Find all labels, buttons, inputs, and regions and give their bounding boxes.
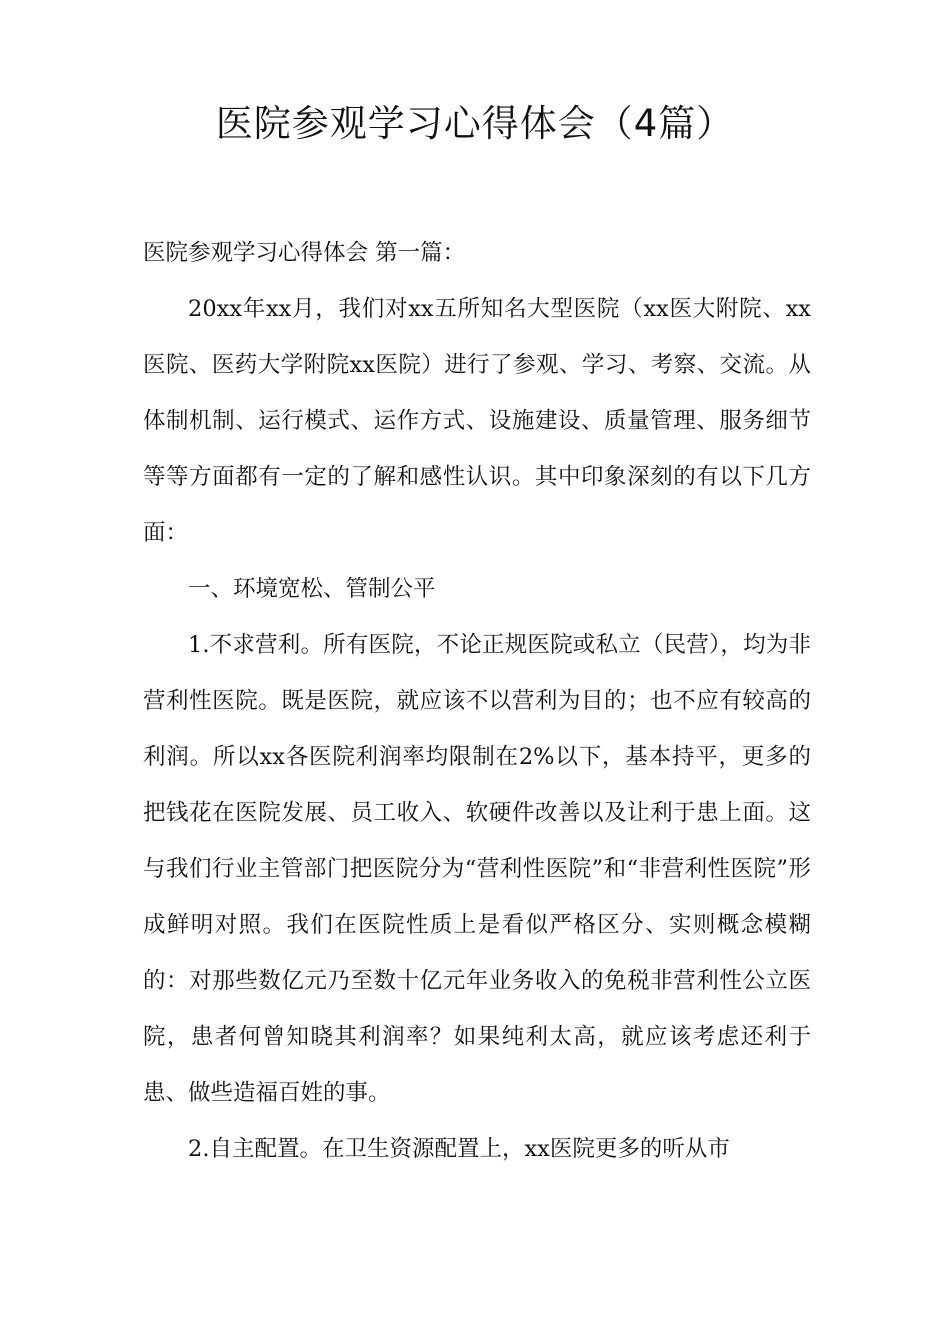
section-heading: 医院参观学习心得体会 第一篇： <box>143 240 466 266</box>
paragraph-intro: 20xx年xx月，我们对xx五所知名大型医院（xx医大附院、xx医院、医药大学附院xx医院）进行了参观、学习、考察、交流。从体制机制、运行模式、运作方式、设施建设、质量管理、服务细节等等方面都有一定的了解和感性认识。其中印象深刻的有以下几方面： <box>143 296 811 546</box>
paragraph-subheading-1: 一、环境宽松、管制公平 <box>188 576 436 602</box>
paragraph-point-1: 1.不求营利。所有医院，不论正规医院或私立（民营），均为非营利性医院。既是医院，就应该不以营利为目的；也不应有较高的利润。所以xx各医院利润率均限制在2%以下，基本持平，更多的把钱花在医院发展、员工收入、软硬件改善以及让利于患上面。这与我们行业主管部门把医院分为“营利性医院”和“非营利性医院”形成鲜明对照。我们在医院性质上是看似严格区分、实则概念模糊的：对那些数亿元乃至数十亿元年业务收入的免税非营利性公立医院，患者何曾知晓其利润率？如果纯利太高，就应该考虑还利于患、做些造福百姓的事。 <box>143 632 811 1106</box>
paragraph-point-2: 2.自主配置。在卫生资源配置上，xx医院更多的听从市 <box>188 1136 730 1162</box>
document-body <box>143 225 811 1177</box>
document-title: 医院参观学习心得体会（4篇） <box>215 102 735 145</box>
